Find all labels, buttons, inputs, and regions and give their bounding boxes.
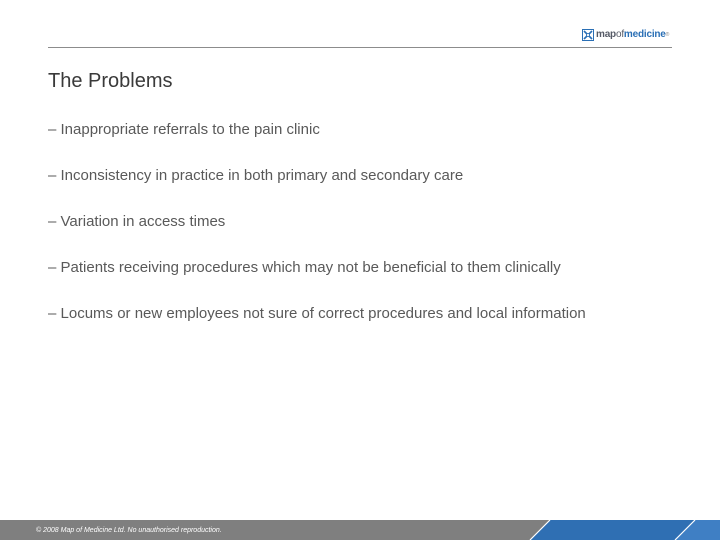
- slide-title: The Problems: [48, 70, 173, 92]
- bullet-item: – Variation in access times: [48, 213, 226, 230]
- bullet-item: – Inconsistency in practice in both primary and secondary care: [48, 167, 464, 184]
- logo-word-map: map: [596, 29, 616, 40]
- footer-copyright: © 2008 Map of Medicine Ltd. No unauthorised reproduction.: [36, 527, 222, 534]
- logo-word-medicine: medicine: [623, 29, 666, 40]
- footer-bar: [0, 520, 720, 540]
- bullet-item: – Inappropriate referrals to the pain clinic: [48, 121, 320, 138]
- bullet-item: – Patients receiving procedures which may not be beneficial to them clinically: [48, 259, 561, 276]
- brand-logo: [582, 27, 669, 43]
- logo-word-of: of: [615, 29, 624, 40]
- logo-trademark: ®: [665, 32, 670, 38]
- bullet-list: [48, 120, 688, 350]
- header-divider: [48, 47, 672, 48]
- bullet-item: – Locums or new employees not sure of correct procedures and local information: [48, 305, 586, 322]
- logo-wordmark: [596, 29, 669, 41]
- map-of-medicine-logo-icon: [582, 29, 594, 41]
